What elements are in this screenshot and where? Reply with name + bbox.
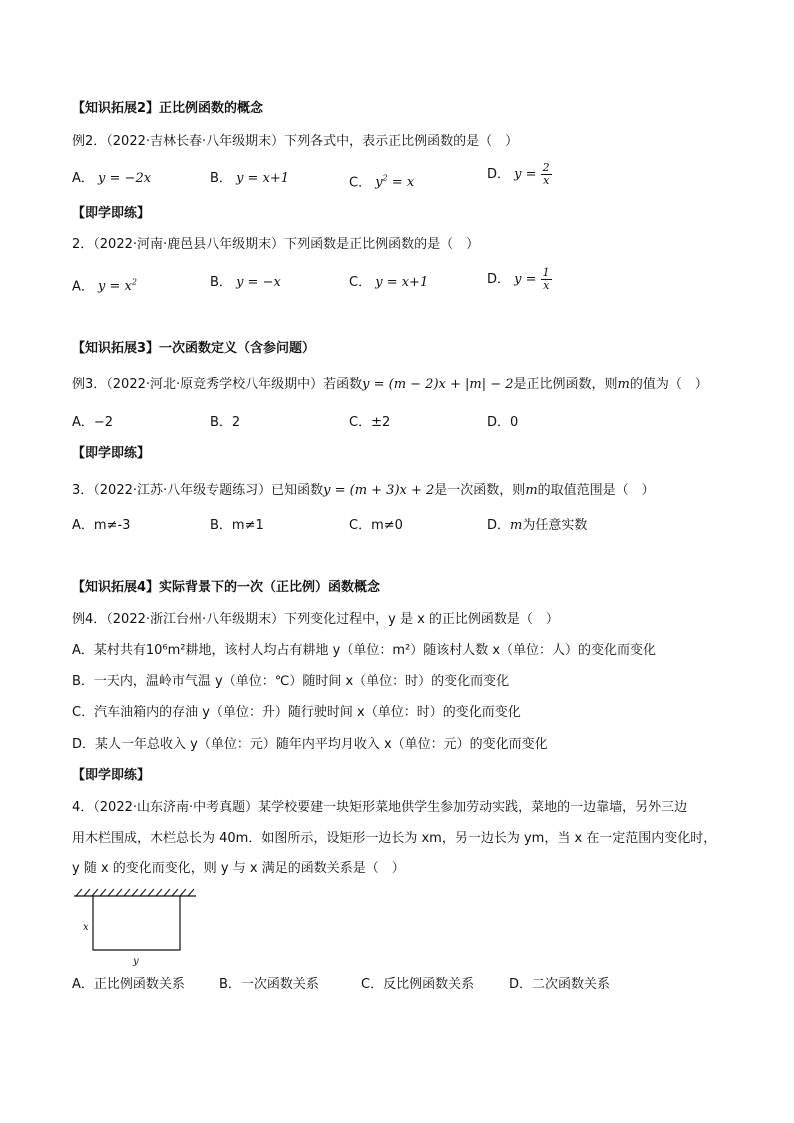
option-var: m: [510, 518, 523, 533]
label-x: x: [83, 922, 89, 933]
option-d: [487, 414, 518, 432]
option-label: C．: [349, 275, 372, 290]
option-c: [349, 274, 428, 292]
practice-label: 【即学即练】: [72, 768, 151, 783]
option-label: A．: [72, 171, 94, 186]
option-value: −2: [93, 415, 114, 430]
option-c: [349, 517, 403, 535]
option-math: y = −x: [236, 275, 281, 290]
option-d: [487, 267, 552, 292]
example-stem: 例3．（2022·河北·原竞秀学校八年级期中）若函数y = (m − 2)x + |m| − 2是正比例函数，则m的值为（ ）: [72, 377, 708, 392]
option-a: [72, 414, 113, 432]
option-label: C．: [349, 415, 372, 430]
option-d: [487, 162, 552, 187]
section-header: 【知识拓展3】一次函数定义（含参问题）: [72, 341, 316, 356]
option-label: A．: [72, 415, 94, 430]
option-label: C．: [349, 518, 372, 533]
fraction: $\frac{1}{x}$: [542, 266, 550, 292]
option-label: B．: [210, 171, 232, 186]
option-label: A．: [72, 279, 94, 295]
option-value: 为任意实数: [522, 518, 588, 533]
example-stem: 例4．（2022·浙江台州·八年级期末）下列变化过程中，y 是 x 的正比例函数是（ ）: [72, 612, 559, 627]
option-value: m≠-3: [93, 518, 131, 533]
section-header: 【知识拓展4】实际背景下的一次（正比例）函数概念: [72, 580, 381, 595]
option-a: A．某村共有10⁶m²耕地，该村人均占有耕地 y（单位：m²）随该村人数 x（单位：人）的变化而变化: [72, 643, 657, 658]
wall-hatching: [76, 889, 194, 896]
option-a: A．正比例函数关系: [72, 977, 185, 992]
question-line-1: 4．（2022·山东济南·中考真题）某学校要建一块矩形菜地供学生参加劳动实践，菜地的一边靠墙，另外三边: [72, 800, 688, 815]
option-value: m≠1: [231, 518, 264, 533]
option-math: y =: [514, 272, 541, 287]
option-math: $y = x^2$: [98, 278, 137, 295]
question-stem: 2．（2022·河南·鹿邑县八年级期末）下列函数是正比例函数的是（ ）: [72, 237, 480, 252]
rectangle-figure: [72, 888, 202, 968]
option-value: ±2: [371, 415, 391, 430]
question-line-3: y 随 x 的变化而变化，则 y 与 x 满足的函数关系是（ ）: [72, 861, 405, 876]
option-b: [210, 274, 281, 292]
option-d: D．某人一年总收入 y（单位：元）随年内平均月收入 x（单位：元）的变化而变化: [72, 737, 548, 752]
question-line-2: 用木栏围成，木栏总长为 40m．如图所示，设矩形一边长为 xm，另一边长为 ym，当 x 在一定范围内变化时，: [72, 831, 717, 846]
question-stem: 3．（2022·江苏·八年级专题练习）已知函数y = (m + 3)x + 2是一次函数，则m的取值范围是（ ）: [72, 483, 655, 498]
example-stem: 例2．（2022·吉林长春·八年级期末）下列各式中，表示正比例函数的是（ ）: [72, 134, 519, 149]
option-label: A．: [72, 518, 94, 533]
option-label: B．: [210, 518, 232, 533]
fraction: $\frac{2}{x}$: [542, 161, 550, 187]
practice-label: 【即学即练】: [72, 206, 151, 221]
option-b: [210, 414, 240, 432]
option-d: [487, 517, 587, 535]
option-d: D．二次函数关系: [509, 977, 611, 992]
option-label: D．: [487, 167, 511, 182]
option-label: B．: [210, 275, 232, 290]
option-label: D．: [487, 415, 511, 430]
option-b: [210, 170, 289, 188]
option-math: y = x+1: [375, 275, 429, 290]
option-b: [210, 517, 264, 535]
practice-label: 【即学即练】: [72, 446, 151, 461]
option-math: y = −2x: [98, 171, 152, 186]
option-label: D．: [487, 272, 511, 287]
option-b: B．一次函数关系: [219, 977, 319, 992]
option-label: B．: [210, 415, 232, 430]
option-math: y = x+1: [236, 171, 290, 186]
option-a: [72, 274, 137, 296]
option-label: D．: [487, 518, 511, 533]
section-header: 【知识拓展2】正比例函数的概念: [72, 101, 264, 116]
option-c: [349, 414, 390, 432]
option-b: B．一天内，温岭市气温 y（单位：℃）随时间 x（单位：时）的变化而变化: [72, 674, 510, 689]
option-math: y =: [514, 167, 541, 182]
label-y: y: [133, 956, 139, 967]
option-value: 2: [231, 415, 241, 430]
option-math: $y^2 = x$: [375, 174, 415, 191]
option-a: [72, 517, 130, 535]
option-label: C．: [349, 175, 372, 191]
option-value: 0: [510, 415, 519, 430]
option-c: C．汽车油箱内的存油 y（单位：升）随行驶时间 x（单位：时）的变化而变化: [72, 705, 521, 720]
fence-rectangle: [93, 896, 180, 950]
option-c: [349, 170, 414, 192]
option-a: [72, 170, 151, 188]
option-value: m≠0: [371, 518, 403, 533]
option-c: C．反比例函数关系: [361, 977, 475, 992]
